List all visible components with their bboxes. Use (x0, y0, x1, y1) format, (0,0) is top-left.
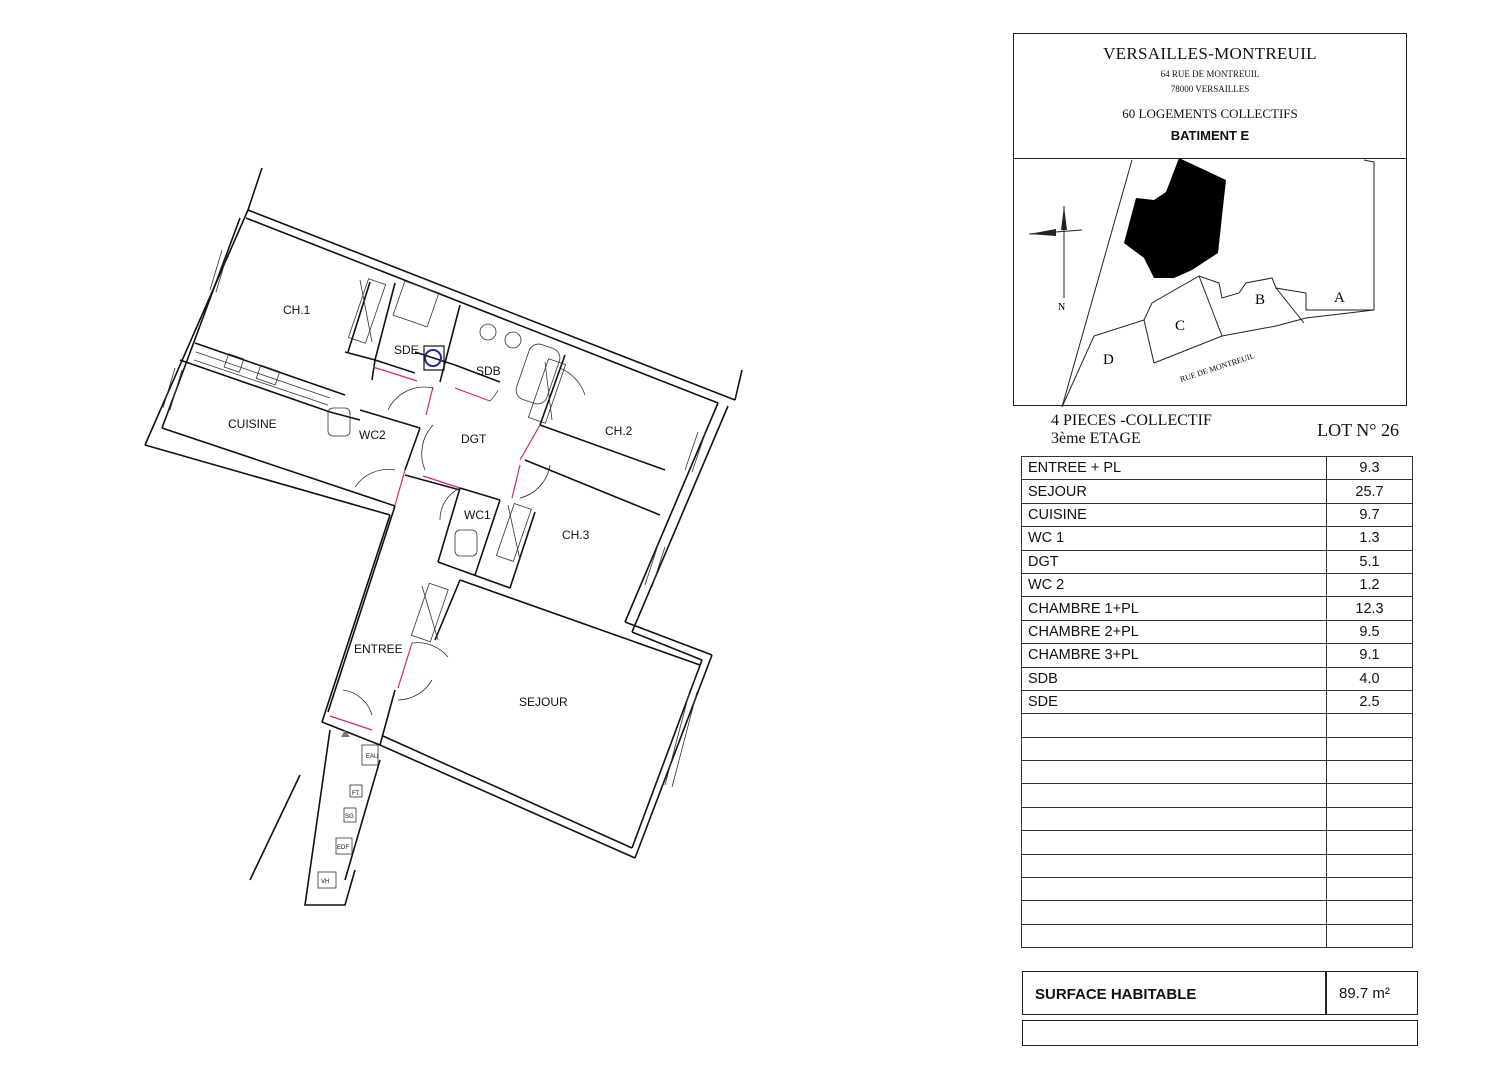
surface-value-cell (1327, 901, 1413, 924)
windows (163, 250, 705, 787)
surface-row (1022, 667, 1413, 690)
gaine-vh: VH (321, 879, 330, 885)
surface-value-cell (1327, 784, 1413, 807)
surface-row (1022, 761, 1413, 784)
kitchen-counter (194, 352, 330, 405)
surface-room-cell (1022, 714, 1327, 737)
building-label-d: D (1103, 352, 1114, 368)
surface-row (1022, 480, 1413, 503)
surface-value-cell (1327, 761, 1413, 784)
surface-value-cell: 2.5 (1327, 690, 1413, 713)
lot-type-line-1: 4 PIECES -COLLECTIF (1051, 412, 1212, 429)
surface-value-cell: 9.5 (1327, 620, 1413, 643)
room-label-wc1: WC1 (464, 508, 491, 522)
surface-table-body (1022, 457, 1413, 948)
sanitary-fixtures (328, 281, 563, 556)
surface-value-cell (1327, 878, 1413, 901)
project-name: VERSAILLES-MONTREUIL (1103, 44, 1317, 63)
surface-room-cell: SEJOUR (1022, 480, 1327, 503)
footer-box (1022, 1020, 1418, 1046)
surface-value-cell: 1.2 (1327, 573, 1413, 596)
thresholds (330, 367, 540, 730)
surface-row (1022, 714, 1413, 737)
building: BATIMENT E (1170, 128, 1250, 143)
surface-row (1022, 527, 1413, 550)
surface-value-cell (1327, 924, 1413, 947)
gaine-sg: SG (345, 814, 354, 820)
room-label-cuisine: CUISINE (228, 417, 277, 431)
project-header (1014, 34, 1406, 159)
room-label-wc2: WC2 (359, 428, 386, 442)
interior-walls (180, 282, 700, 745)
surface-value-cell: 9.3 (1327, 457, 1413, 480)
surface-value-cell (1327, 854, 1413, 877)
surface-row (1022, 503, 1413, 526)
surface-room-cell: ENTREE + PL (1022, 457, 1327, 480)
door-swings (343, 368, 585, 715)
surface-row (1022, 924, 1413, 947)
surface-row (1022, 831, 1413, 854)
room-label-sejour: SEJOUR (519, 695, 568, 709)
total-surface-value: 89.7 m² (1339, 985, 1390, 1002)
address-line-2: 78000 VERSAILLES (1170, 84, 1250, 94)
surface-room-cell: DGT (1022, 550, 1327, 573)
surface-value-cell: 5.1 (1327, 550, 1413, 573)
surface-room-cell (1022, 784, 1327, 807)
north-label: N (1058, 302, 1066, 313)
surface-room-cell (1022, 807, 1327, 830)
surface-room-cell: CHAMBRE 3+PL (1022, 644, 1327, 667)
surface-room-cell (1022, 737, 1327, 760)
surface-row (1022, 644, 1413, 667)
surface-value-cell (1327, 714, 1413, 737)
room-label-ch3: CH.3 (562, 528, 590, 542)
lot-type (1051, 412, 1212, 448)
surface-room-cell (1022, 761, 1327, 784)
surface-room-cell: CHAMBRE 2+PL (1022, 620, 1327, 643)
surface-room-cell: CUISINE (1022, 503, 1327, 526)
surface-value-cell: 12.3 (1327, 597, 1413, 620)
room-label-dgt: DGT (461, 432, 487, 446)
site-plan (1014, 158, 1406, 407)
surface-room-cell: CHAMBRE 1+PL (1022, 597, 1327, 620)
surface-row (1022, 807, 1413, 830)
surface-row (1022, 784, 1413, 807)
surface-value-cell: 4.0 (1327, 667, 1413, 690)
surface-value-cell: 25.7 (1327, 480, 1413, 503)
room-label-sde: SDE (394, 343, 419, 357)
landing (250, 730, 380, 905)
building-label-b: B (1255, 292, 1266, 308)
surface-value-cell: 1.3 (1327, 527, 1413, 550)
surface-room-cell (1022, 831, 1327, 854)
room-label-entree: ENTREE (354, 642, 403, 656)
surface-room-cell: WC 2 (1022, 573, 1327, 596)
surface-row (1022, 457, 1413, 480)
surface-value-cell (1327, 737, 1413, 760)
surface-row (1022, 690, 1413, 713)
surface-row (1022, 620, 1413, 643)
lot-header (1013, 406, 1413, 456)
surface-room-cell (1022, 854, 1327, 877)
surface-row (1022, 901, 1413, 924)
program: 60 LOGEMENTS COLLECTIFS (1122, 106, 1298, 121)
surface-value-cell: 9.1 (1327, 644, 1413, 667)
title-block (1013, 33, 1407, 406)
address-line-1: 64 RUE DE MONTREUIL (1160, 69, 1260, 79)
surface-room-cell: SDB (1022, 667, 1327, 690)
lot-number: LOT N° 26 (1317, 420, 1399, 440)
total-surface (1022, 971, 1418, 1015)
total-surface-label: SURFACE HABITABLE (1035, 986, 1197, 1003)
total-separator (1325, 972, 1327, 1014)
building-label-c: C (1175, 318, 1186, 334)
surface-row (1022, 854, 1413, 877)
surface-row (1022, 737, 1413, 760)
surface-value-cell: 9.7 (1327, 503, 1413, 526)
room-label-ch1: CH.1 (283, 303, 311, 317)
surface-row (1022, 878, 1413, 901)
room-label-ch2: CH.2 (605, 424, 633, 438)
street-label: RUE DE MONTREUIL (1178, 351, 1256, 384)
gaine-eau: EAU (366, 754, 379, 760)
room-label-sdb: SDB (476, 364, 501, 378)
surface-value-cell (1327, 831, 1413, 854)
surface-room-cell (1022, 901, 1327, 924)
gaine-ft: FT (352, 791, 360, 797)
surface-room-cell: WC 1 (1022, 527, 1327, 550)
gaine-edf: EDF (337, 845, 349, 851)
surface-room-cell: SDE (1022, 690, 1327, 713)
surface-room-cell (1022, 878, 1327, 901)
building-label-a: A (1334, 290, 1345, 306)
surface-row (1022, 550, 1413, 573)
surface-row (1022, 597, 1413, 620)
surface-room-cell (1022, 924, 1327, 947)
surface-row (1022, 573, 1413, 596)
lot-type-line-2: 3ème ETAGE (1051, 430, 1141, 447)
exterior-walls (145, 168, 742, 858)
site-plan-drawing (1014, 158, 1408, 407)
surface-table (1021, 456, 1413, 948)
surface-value-cell (1327, 807, 1413, 830)
